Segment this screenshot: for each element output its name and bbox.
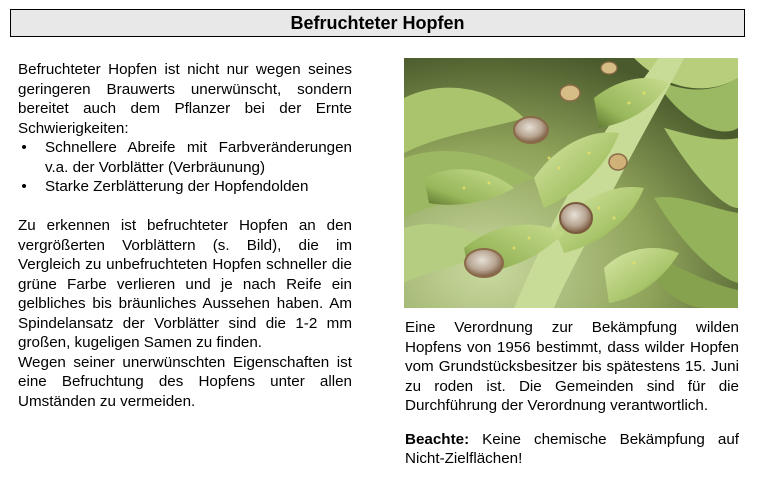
bullet-list xyxy=(18,138,352,197)
list-item xyxy=(18,138,352,177)
hop-cone-image xyxy=(404,58,738,308)
conclusion-paragraph: Wegen seiner unerwünschten Eigenschaften ist eine Befruchtung des Hopfens unter allen Umständen zu vermeiden. xyxy=(18,353,352,410)
note-paragraph xyxy=(405,430,739,469)
bullet-icon: • xyxy=(21,139,27,156)
list-item xyxy=(18,177,352,197)
recognition-paragraph: Zu erkennen ist befruchteter Hopfen an den vergrößerten Vorblättern (s. Bild), die im Vergleich zu unbefruchteten Hopfen schneller die grüne Farbe verlieren und je nach Reife ein gelbliches bis bräunliches Aussehen haben. Am Spindelansatz der Vorblätter sind die 1-2 mm großen, kugeligen Samen zu finden. xyxy=(18,217,352,351)
left-column xyxy=(18,60,352,411)
hop-cone-photo xyxy=(404,58,738,308)
note-label: Beachte: xyxy=(405,430,470,448)
list-item-text: Schnellere Abreife mit Farbveränderungen v.a. der Vorblätter (Verbräunung) xyxy=(45,139,352,176)
regulation-paragraph: Eine Verordnung zur Bekämpfung wilden Hopfens von 1956 bestimmt, dass wilder Hopfen vom Grundstücksbesitzer bis spätestens 15. Juni zu roden ist. Die Gemeinden sind für die Durchführung der Verordnung verantwortlich. xyxy=(405,319,739,414)
note-text: Keine chemische Bekämpfung auf Nicht-Zielflächen! xyxy=(405,430,739,467)
right-column xyxy=(405,318,739,469)
intro-paragraph: Befruchteter Hopfen ist nicht nur wegen seines geringeren Brauwerts unerwünscht, sondern bereitet auch dem Pflanzer bei der Ernte Schwierigkeiten: xyxy=(18,61,352,137)
bullet-icon: • xyxy=(21,178,27,195)
list-item-text: Starke Zerblätterung der Hopfendolden xyxy=(45,178,309,195)
page-title: Befruchteter Hopfen xyxy=(10,9,745,37)
